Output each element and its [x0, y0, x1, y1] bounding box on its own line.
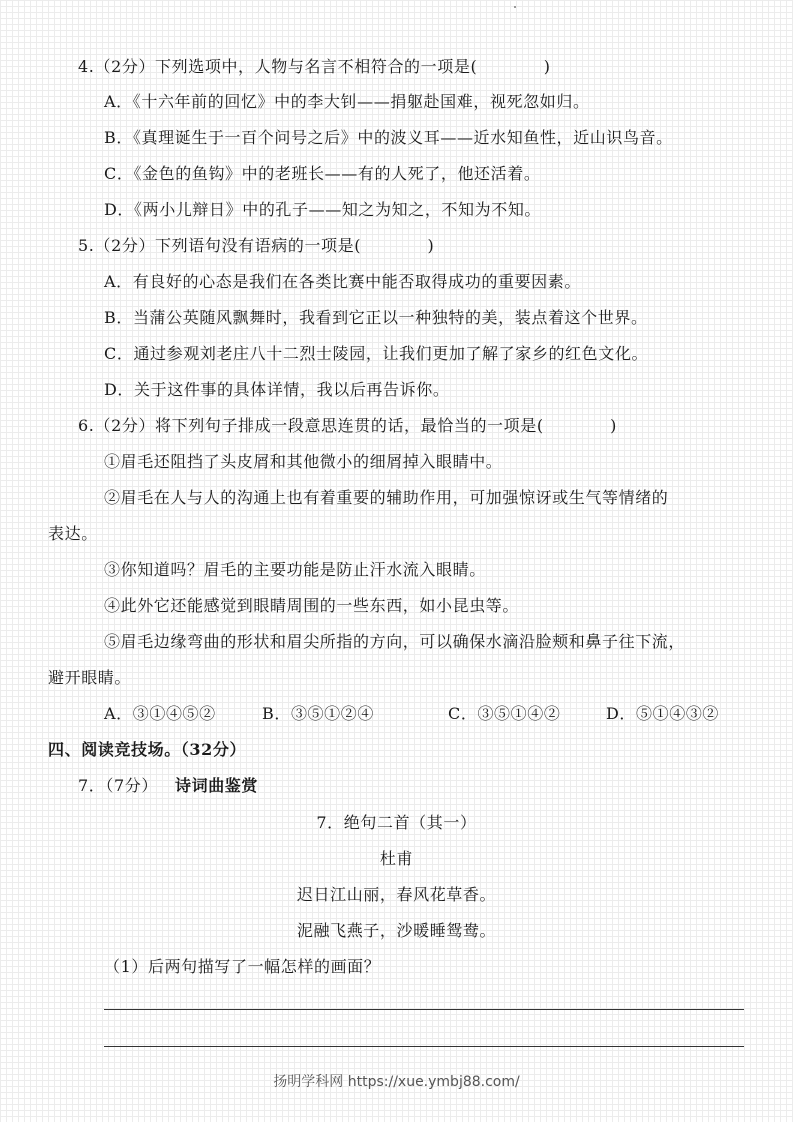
answer-line-2	[104, 1046, 744, 1047]
q6-sentence-4: ④此外它还能感觉到眼睛周围的一些东西，如小昆虫等。	[104, 596, 520, 615]
q6-sentence-5: ⑤眉毛边缘弯曲的形状和眉尖所指的方向，可以确保水滴沿脸颊和鼻子往下流，	[104, 632, 686, 651]
q5-option-a: A．有良好的心态是我们在各类比赛中能否取得成功的重要因素。	[104, 272, 581, 291]
q6-sentence-2-cont: 表达。	[48, 524, 98, 543]
q7-label: 7．（7分）	[78, 776, 158, 795]
q6-sentence-1: ①眉毛还阻挡了头皮屑和其他微小的细屑掉入眼睛中。	[104, 452, 503, 471]
poem-line-1: 迟日江山丽，春风花草香。	[296, 885, 497, 904]
q6-option-d: D．⑤①④③②	[606, 704, 720, 723]
poem-author: 杜甫	[379, 849, 414, 868]
q6-stem: 6.（2分）将下列句子排成一段意思连贯的话，最恰当的一项是( )	[78, 416, 617, 435]
poem-title: 7．绝句二首（其一）	[316, 813, 477, 832]
q5-option-c: C．通过参观刘老庄八十二烈士陵园，让我们更加了解了家乡的红色文化。	[104, 344, 649, 363]
section-4-title: 四、阅读竞技场。（32分）	[48, 740, 247, 759]
poem-line-2: 泥融飞燕子，沙暖睡鸳鸯。	[296, 921, 497, 940]
answer-line-1	[104, 1009, 744, 1010]
footer-watermark: 扬明学科网 https://xue.ymbj88.com/	[273, 1074, 520, 1090]
q4-stem: 4.（2分）下列选项中，人物与名言不相符合的一项是( )	[78, 57, 551, 76]
q4-option-a: A．《十六年前的回忆》中的李大钊——捐躯赴国难，视死忽如归。	[104, 92, 590, 111]
q6-option-c: C．③⑤①④②	[448, 704, 561, 723]
q4-option-d: D．《两小儿辩日》中的孔子——知之为知之，不知为不知。	[104, 200, 542, 219]
q4-option-b: B．《真理诞生于一百个问号之后》中的波义耳——近水知鱼性，近山识鸟音。	[104, 128, 673, 147]
q5-option-d: D．关于这件事的具体详情，我以后再告诉你。	[104, 380, 450, 399]
q6-option-b: B．③⑤①②④	[262, 704, 374, 723]
q6-sentence-5-cont: 避开眼睛。	[48, 668, 132, 687]
q4-option-c: C．《金色的鱼钩》中的老班长——有的人死了，他还活着。	[104, 164, 541, 183]
q6-sentence-2: ②眉毛在人与人的沟通上也有着重要的辅助作用，可加强惊讶或生气等情绪的	[104, 488, 669, 507]
q5-stem: 5.（2分）下列语句没有语病的一项是( )	[78, 236, 435, 255]
q7-title: 诗词曲鉴赏	[175, 776, 259, 795]
q6-sentence-3: ③你知道吗？眉毛的主要功能是防止汗水流入眼睛。	[104, 560, 486, 579]
q5-option-b: B．当蒲公英随风飘舞时，我看到它正以一种独特的美，装点着这个世界。	[104, 308, 648, 327]
scan-dot	[514, 6, 516, 8]
q6-option-a: A．③①④⑤②	[104, 704, 216, 723]
q7-sub1: （1）后两句描写了一幅怎样的画面？	[104, 957, 381, 976]
